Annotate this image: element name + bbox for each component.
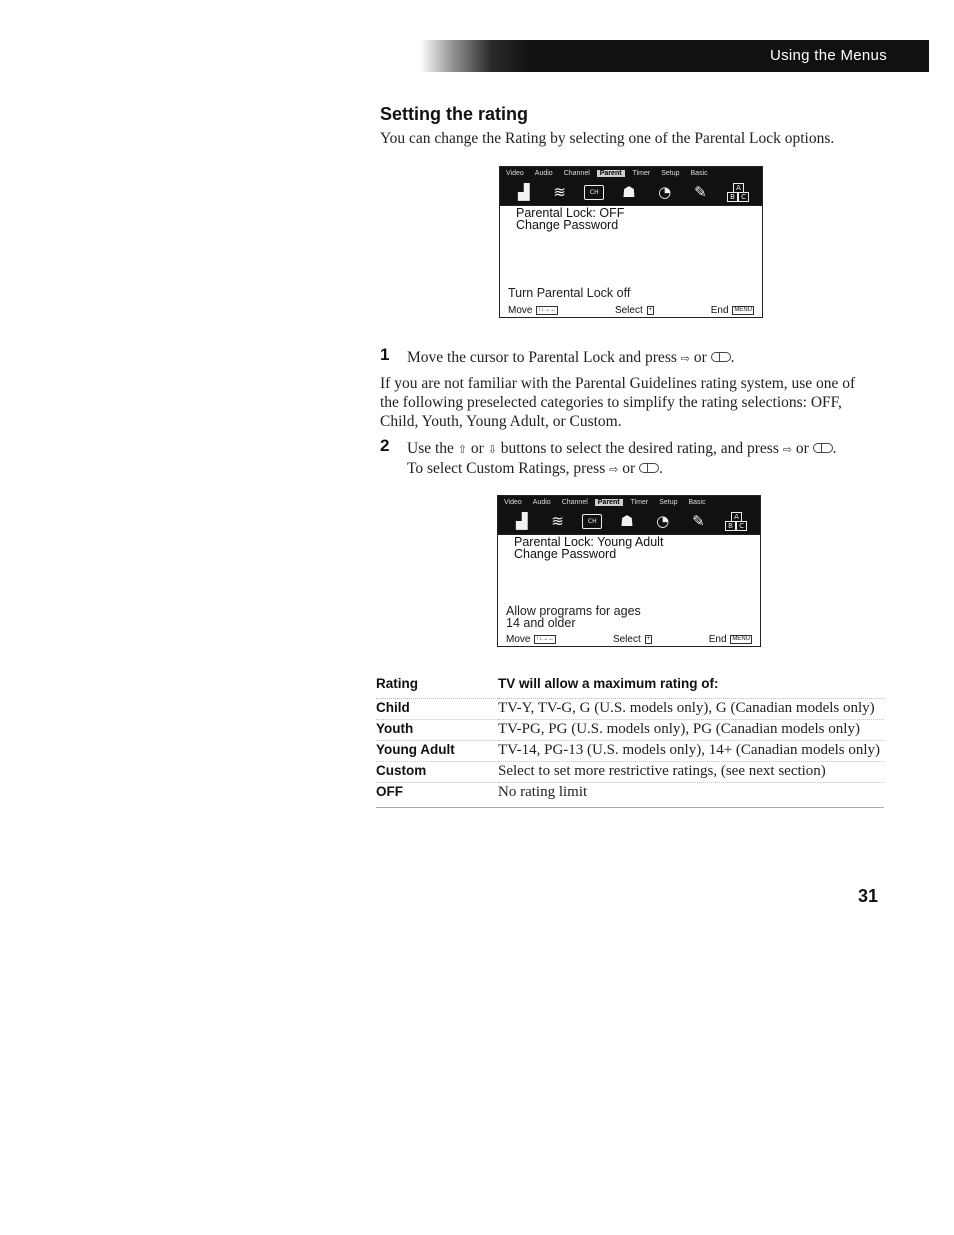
tab-parent: Parent [597,170,625,177]
menu-screen-2 [497,495,761,647]
tab-video: Video [504,498,522,506]
menu-lines [508,207,632,231]
channel-icon: CH [584,185,604,200]
menu-icon-bar [500,179,762,206]
page-number: 31 [858,886,879,906]
tab-basic: Basic [690,169,708,177]
rating-description: No rating limit [498,783,884,808]
tab-channel: Channel [563,169,590,177]
enter-button-icon [813,443,833,453]
enter-button-icon [639,463,659,473]
footer-end: End MENU [710,305,752,316]
tab-setup: Setup [661,169,680,177]
enter-button-icon: + [648,306,653,313]
tab-setup: Setup [659,498,678,506]
menu-footer [508,305,754,316]
tab-video: Video [506,169,524,177]
change-password-line: Change Password [514,547,617,561]
rating-name: Child [376,699,498,720]
table-row [376,783,884,808]
table-row [376,762,884,783]
rating-name: Youth [376,720,498,741]
header-bar [420,40,929,72]
tab-channel: Channel [561,498,588,506]
menu-lines [506,536,671,560]
rating-description: TV-PG, PG (U.S. models only), PG (Canadian models only) [498,720,884,741]
right-arrow-icon: ⇨ [609,463,619,476]
step-1-text: Move the cursor to Parental Lock and press ⇨ or . [407,349,735,366]
max-rating-column-header: TV will allow a maximum rating of: [498,676,884,699]
right-arrow-icon: ⇨ [680,352,690,365]
tab-audio: Audio [532,498,551,506]
intro-paragraph: You can change the Rating by selecting one of the Parental Lock options. [380,130,835,147]
parent-icon: ☗ [622,183,636,201]
channel-icon: CH [582,514,602,529]
guidelines-paragraph: If you are not familiar with the Parental Guidelines rating system, use one of the following preselected categories to simplify the rating selections: OFF, Child, Youth, Young Adult, or Custom. [380,375,856,430]
menu-tabs [500,167,762,179]
menu-tabs [498,496,760,508]
step-1-number: 1 [380,345,390,364]
audio-icon: ≋ [551,512,564,530]
rating-table [376,676,884,808]
enter-button-icon [711,352,731,362]
footer-end: End MENU [708,634,750,645]
enter-button-icon: + [646,635,651,642]
rating-description: TV-14, PG-13 (U.S. models only), 14+ (Canadian models only) [498,741,884,762]
rating-name: OFF [376,783,498,808]
menu-button-icon: MENU [732,635,750,642]
parent-icon: ☗ [620,512,634,530]
footer-select: Select + [614,305,653,316]
basic-icon: A B C [725,183,749,201]
menu-note [508,287,630,299]
footer-move: Move ↑↓→← [506,634,555,645]
rating-description: TV-Y, TV-G, G (U.S. models only), G (Canadian models only) [498,699,884,720]
right-arrow-icon: ⇨ [782,443,792,456]
rating-name: Young Adult [376,741,498,762]
menu-button-icon: MENU [734,306,752,313]
menu-note-line-1: Turn Parental Lock off [508,286,631,300]
menu-footer [506,634,752,645]
parental-lock-line: Parental Lock: Young Adult [514,535,664,549]
timer-icon: ◔ [658,183,672,201]
parental-lock-line: Parental Lock: OFF [516,206,625,220]
step-2-number: 2 [380,436,390,455]
table-row [376,699,884,720]
basic-icon: A B C [723,512,747,530]
tab-timer: Timer [630,498,649,506]
setup-icon: ✎ [692,512,705,530]
menu-icon-bar [498,508,760,535]
tab-basic: Basic [688,498,706,506]
menu-note-line-2: 14 and older [506,616,576,630]
up-arrow-icon: ⇧ [457,443,468,456]
header-title: Using the Menus [769,47,887,64]
section-title: Setting the rating [380,104,528,124]
arrow-keys-icon: ↑↓→← [536,635,555,642]
table-header-row [376,676,884,699]
step-2-text: Use the ⇧ or ⇩ buttons to select the desired rating, and press ⇨ or . To select Custom Ratings, press ⇨ or . [407,440,837,477]
change-password-line: Change Password [516,218,619,232]
table-row [376,720,884,741]
menu-screen-1 [499,166,763,318]
footer-move: Move ↑↓→← [508,305,557,316]
menu-note [506,605,641,629]
tab-timer: Timer [632,169,651,177]
tab-audio: Audio [534,169,553,177]
arrow-keys-icon: ↑↓→← [538,306,557,313]
audio-icon: ≋ [553,183,566,201]
rating-name: Custom [376,762,498,783]
setup-icon: ✎ [694,183,707,201]
rating-description: Select to set more restrictive ratings, (see next section) [498,762,884,783]
video-icon: ▟ [516,512,528,530]
video-icon: ▟ [518,183,530,201]
timer-icon: ◔ [656,512,670,530]
down-arrow-icon: ⇩ [487,443,497,456]
table-row [376,741,884,762]
footer-select: Select + [612,634,651,645]
menu-note-line-1: Allow programs for ages [506,604,641,618]
tab-parent: Parent [595,499,623,506]
rating-column-header: Rating [376,676,498,699]
